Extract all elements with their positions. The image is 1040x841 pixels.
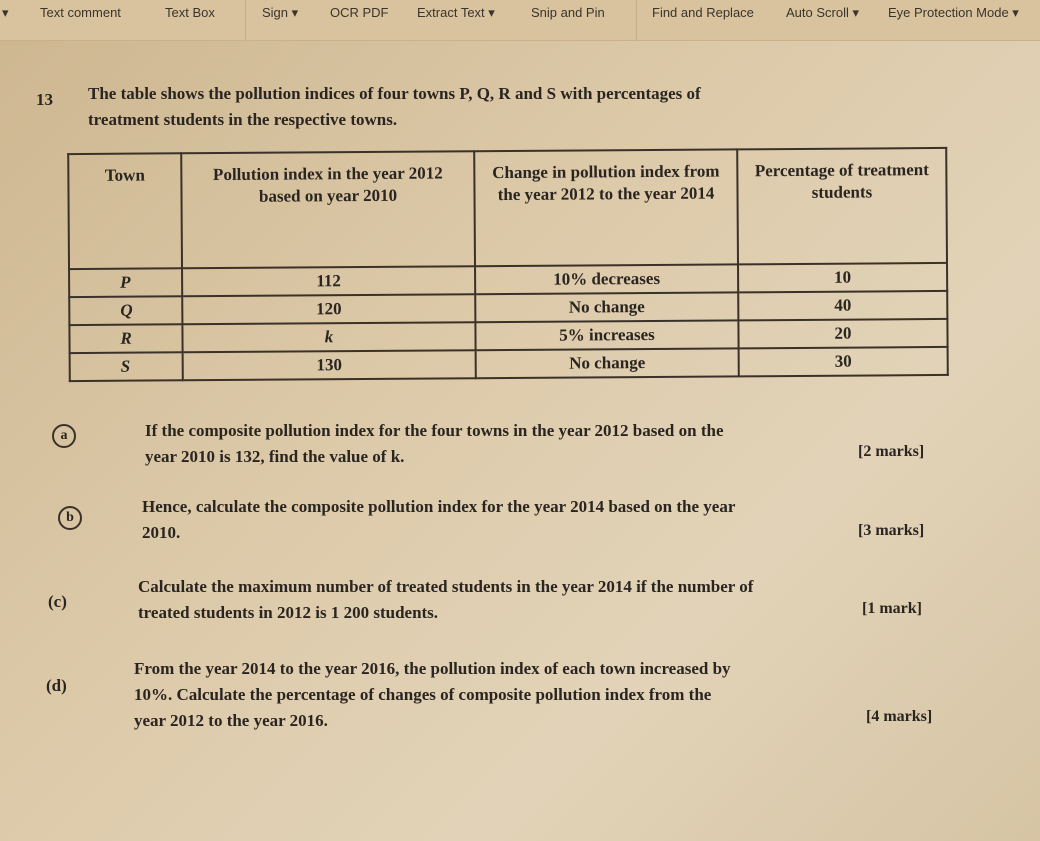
text-line: treated students in 2012 is 1 200 students. <box>138 603 439 622</box>
cell: Q <box>69 296 182 325</box>
text-line: Hence, calculate the composite pollution index for the year 2014 based on the year <box>142 497 736 516</box>
divider <box>245 0 246 40</box>
text-line: If the composite pollution index for the four towns in the year 2012 based on the <box>145 421 724 440</box>
cell: 130 <box>183 350 476 380</box>
snip-and-pin-button[interactable]: Snip and Pin <box>531 5 605 20</box>
part-a-label: a <box>52 424 76 448</box>
ocr-pdf-button[interactable]: OCR PDF <box>330 5 389 20</box>
find-and-replace-button[interactable]: Find and Replace <box>652 5 754 20</box>
header-pollution-index: Pollution index in the year 2012 based on year 2010 <box>181 151 475 268</box>
text-line: Calculate the maximum number of treated students in the year 2014 if the number of <box>138 577 754 596</box>
pollution-table <box>67 147 949 382</box>
part-c-label: (c) <box>48 592 67 611</box>
question-intro-line1: The table shows the pollution indices of four towns P, Q, R and S with percentages of <box>88 84 701 103</box>
part-c-marks: [1 mark] <box>862 600 922 617</box>
toolbar-dropdown-partial[interactable]: ▾ <box>2 5 9 20</box>
part-c-text <box>138 574 753 626</box>
divider <box>636 0 637 40</box>
sign-button[interactable]: Sign ▾ <box>262 5 299 20</box>
text-line: 10%. Calculate the percentage of changes of composite pollution index from the <box>134 685 712 704</box>
part-a-text <box>145 418 724 470</box>
eye-protection-mode-button[interactable]: Eye Protection Mode ▾ <box>888 5 1019 20</box>
extract-text-button[interactable]: Extract Text ▾ <box>417 5 495 20</box>
cell: 112 <box>182 266 475 296</box>
part-b-text <box>142 494 735 546</box>
toolbar <box>0 0 1040 41</box>
auto-scroll-button[interactable]: Auto Scroll ▾ <box>786 5 859 20</box>
question-intro-line2: treatment students in the respective towns. <box>88 110 398 129</box>
part-d-marks: [4 marks] <box>866 708 933 725</box>
cell: 5% increases <box>475 320 738 350</box>
cell: 10 <box>738 263 947 292</box>
cell: 10% decreases <box>475 264 738 294</box>
part-b-label: b <box>58 506 82 530</box>
text-box-button[interactable]: Text Box <box>165 5 215 20</box>
part-d-text <box>134 656 731 734</box>
text-line: 2010. <box>142 523 181 542</box>
text-comment-button[interactable]: Text comment <box>40 5 121 20</box>
cell: No change <box>476 348 739 378</box>
text-line: year 2010 is 132, find the value of k. <box>145 447 405 466</box>
part-a-marks: [2 marks] <box>858 443 925 460</box>
header-town: Town <box>68 153 182 269</box>
part-b-marks: [3 marks] <box>858 522 925 539</box>
cell: R <box>69 324 182 353</box>
cell: 30 <box>739 347 948 376</box>
text-line: From the year 2014 to the year 2016, the pollution index of each town increased by <box>134 659 731 678</box>
cell: k <box>182 322 475 352</box>
cell: S <box>70 352 183 381</box>
cell: 120 <box>182 294 475 324</box>
text-line: year 2012 to the year 2016. <box>134 711 328 730</box>
question-number: 13 <box>36 90 53 109</box>
cell: P <box>69 268 182 297</box>
table-row <box>70 347 948 381</box>
header-percentage: Percentage of treatment students <box>737 148 947 264</box>
cell: No change <box>475 292 738 322</box>
cell: 20 <box>738 319 947 348</box>
header-change: Change in pollution index from the year 2012 to the year 2014 <box>474 149 738 266</box>
part-d-label: (d) <box>46 676 67 695</box>
table-header-row <box>68 148 947 269</box>
cell: 40 <box>738 291 947 320</box>
